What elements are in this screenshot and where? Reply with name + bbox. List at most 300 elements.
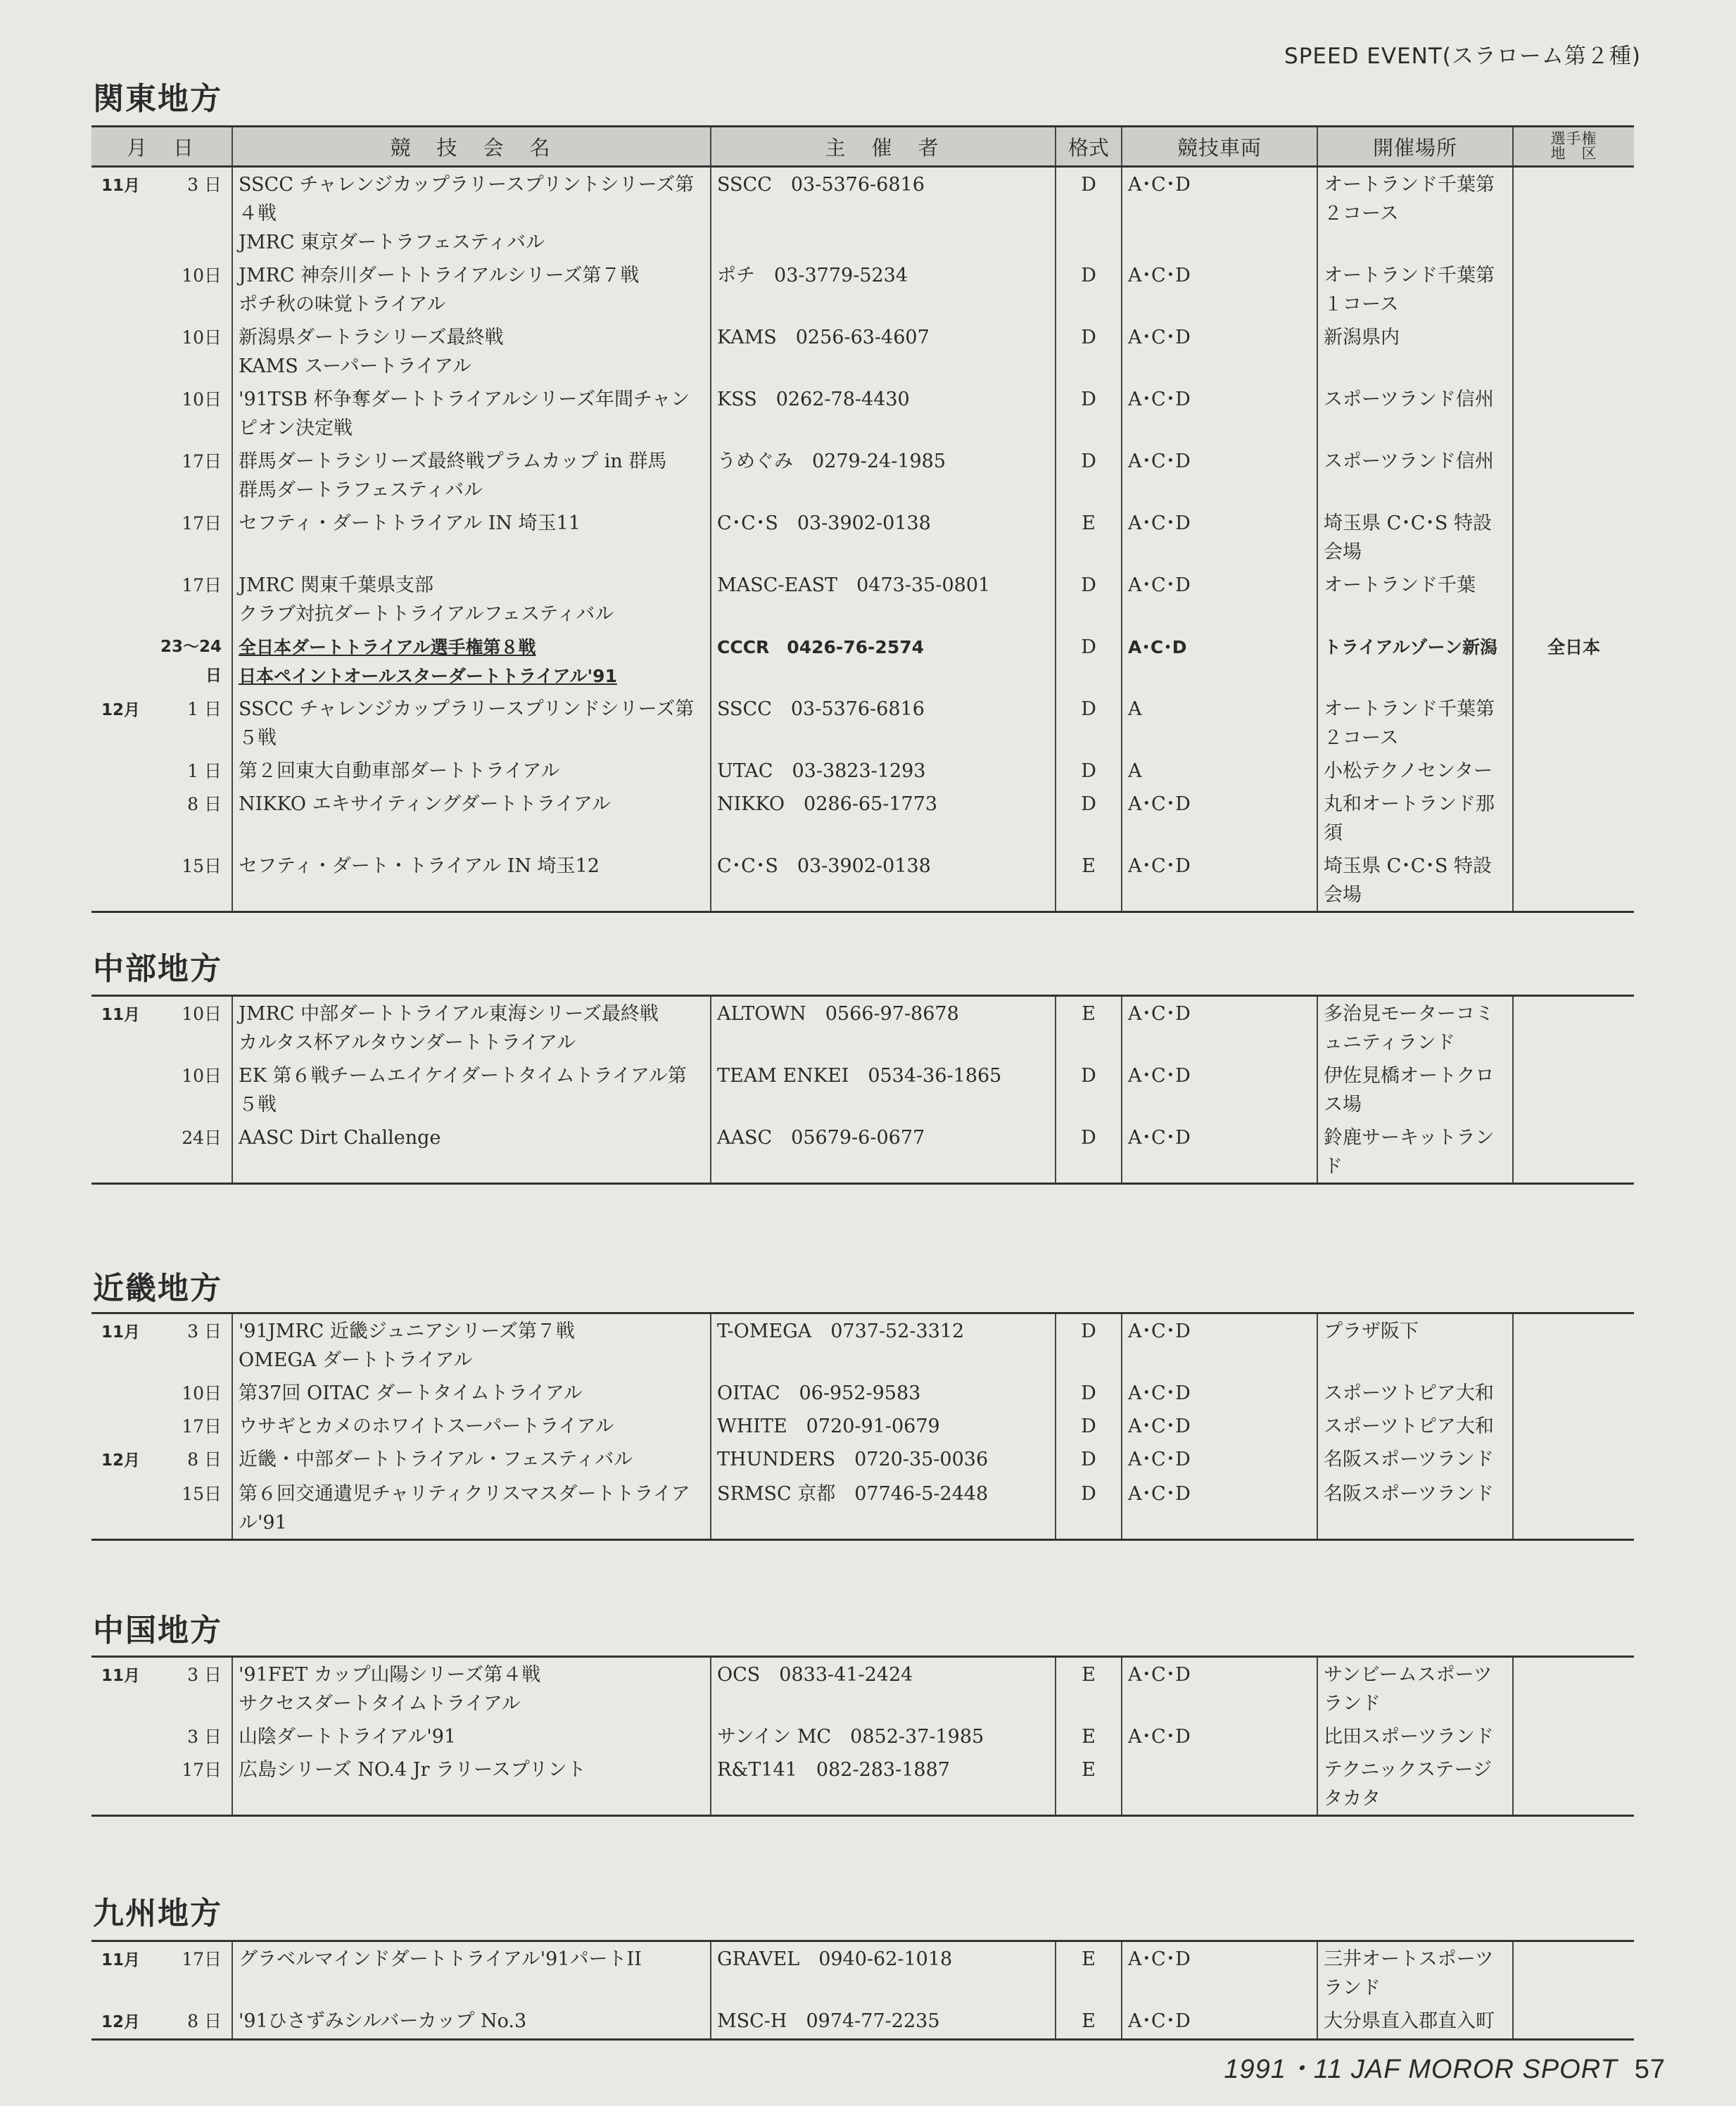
event-name-cell-text: 山陰ダートトライアル'91 [239, 1726, 457, 1748]
venue-cell-text: スポーツランド信州 [1324, 450, 1494, 472]
organizer-cell [711, 754, 1056, 787]
event-name-cell [232, 849, 711, 912]
championship-cell [1513, 444, 1634, 506]
venue-cell-text: 名阪スポーツランド [1324, 1483, 1494, 1505]
event-name-cell-text: セフティ・ダート・トライアル IN 埼玉12 [239, 855, 600, 877]
format-cell-text: D [1081, 793, 1096, 815]
day-cell-text: 10日 [182, 389, 222, 410]
event-name-cell-text: '91ひさずみシルバーカップ No.3 [239, 2010, 527, 2032]
organizer-cell-text: OITAC 06-952-9583 [717, 1382, 921, 1404]
month-cell [91, 1376, 152, 1409]
event-name-cell [232, 568, 711, 630]
table-row [91, 692, 1634, 754]
vehicle-cell [1122, 320, 1317, 382]
organizer-cell-text: MSC-H 0974-77-2235 [717, 2010, 940, 2032]
vehicle-cell [1122, 754, 1317, 787]
schedule-table-kyushu [91, 1940, 1634, 2041]
day-cell [152, 568, 232, 630]
vehicle-cell [1122, 1409, 1317, 1442]
format-cell [1056, 849, 1122, 912]
format-cell [1056, 1941, 1122, 2005]
event-name-cell-text: '91JMRC 近畿ジュニアシリーズ第７戦 OMEGA ダートトライアル [239, 1320, 575, 1371]
format-cell-text: D [1081, 698, 1096, 720]
vehicle-cell [1122, 1657, 1317, 1720]
vehicle-cell-text: A･C･D [1128, 574, 1191, 596]
organizer-cell-text: ALTOWN 0566-97-8678 [717, 1003, 959, 1025]
championship-cell [1513, 1059, 1634, 1121]
organizer-cell [711, 167, 1056, 259]
event-name-cell [232, 2004, 711, 2040]
format-cell-text: E [1082, 1759, 1096, 1781]
format-cell [1056, 787, 1122, 849]
month-cell-text: 12月 [101, 1451, 141, 1470]
organizer-cell-text: MASC-EAST 0473-35-0801 [717, 574, 991, 596]
organizer-cell-text: サンイン MC 0852-37-1985 [717, 1726, 984, 1748]
organizer-cell-text: THUNDERS 0720-35-0036 [717, 1449, 989, 1470]
month-cell-text: 11月 [101, 1006, 141, 1024]
vehicle-cell-text: A･C･D [1128, 793, 1191, 815]
championship-cell [1513, 1313, 1634, 1377]
event-name-cell [232, 996, 711, 1059]
day-cell [152, 754, 232, 787]
championship-cell [1513, 1941, 1634, 2005]
format-cell-text: E [1082, 1948, 1096, 1970]
vehicle-cell-text: A･C･D [1128, 512, 1191, 534]
vehicle-cell [1122, 1059, 1317, 1121]
format-cell-text: D [1081, 174, 1096, 196]
month-cell [91, 630, 152, 692]
vehicle-cell-text: A･C･D [1128, 637, 1187, 657]
venue-cell [1317, 568, 1513, 630]
day-cell [152, 630, 232, 692]
organizer-cell [711, 1313, 1056, 1377]
format-cell-text: D [1081, 1127, 1096, 1149]
col-header-format: 格式 [1056, 127, 1122, 167]
vehicle-cell-text: A･C･D [1128, 1003, 1191, 1025]
vehicle-cell [1122, 996, 1317, 1059]
organizer-cell [711, 787, 1056, 849]
format-cell-text: D [1081, 1065, 1096, 1087]
format-cell [1056, 320, 1122, 382]
month-cell-text: 12月 [101, 2013, 141, 2031]
event-name-cell [232, 320, 711, 382]
col-header-championship-line1: 選手権 [1550, 130, 1597, 147]
day-cell [152, 167, 232, 259]
day-cell-text: 17日 [182, 1760, 222, 1780]
event-name-cell [232, 754, 711, 787]
table-row [91, 1442, 1634, 1477]
vehicle-cell-text: A･C･D [1128, 1415, 1191, 1437]
event-name-cell [232, 1477, 711, 1540]
format-cell [1056, 1657, 1122, 1720]
col-header-championship [1513, 127, 1634, 167]
vehicle-cell-text: A･C･D [1128, 174, 1191, 196]
format-cell [1056, 1753, 1122, 1816]
event-name-cell-text: NIKKO エキサイティングダートトライアル [239, 793, 611, 815]
organizer-cell [711, 692, 1056, 754]
organizer-cell-text: UTAC 03-3823-1293 [717, 760, 926, 782]
venue-cell-text: オートランド千葉第１コース [1324, 265, 1495, 315]
day-cell [152, 1376, 232, 1409]
championship-cell [1513, 167, 1634, 259]
format-cell [1056, 2004, 1122, 2040]
format-cell [1056, 1059, 1122, 1121]
organizer-cell-text: R&T141 082-283-1887 [717, 1759, 950, 1781]
venue-cell-text: 埼玉県 C･C･S 特設会場 [1324, 855, 1492, 906]
organizer-cell [711, 1477, 1056, 1540]
month-cell-text: 11月 [101, 177, 141, 195]
vehicle-cell [1122, 1477, 1317, 1540]
vehicle-cell-text: A･C･D [1128, 1726, 1191, 1748]
schedule-table-kanto [91, 125, 1634, 913]
format-cell-text: D [1081, 1449, 1096, 1470]
championship-cell [1513, 2004, 1634, 2040]
championship-cell [1513, 382, 1634, 444]
championship-cell [1513, 1477, 1634, 1540]
col-header-organizer: 主 催 者 [711, 127, 1056, 167]
table-row [91, 787, 1634, 849]
vehicle-cell [1122, 444, 1317, 506]
day-cell-text: 17日 [182, 1416, 222, 1437]
venue-cell-text: オートランド千葉第２コース [1324, 174, 1495, 225]
table-row [91, 630, 1634, 692]
event-name-cell [232, 1313, 711, 1377]
month-cell [91, 258, 152, 320]
venue-cell-text: オートランド千葉第２コース [1324, 698, 1495, 749]
championship-cell [1513, 630, 1634, 692]
vehicle-cell-text: A･C･D [1128, 1320, 1191, 1342]
month-cell [91, 1720, 152, 1753]
table-row [91, 996, 1634, 1059]
day-cell-text: 8 日 [187, 794, 222, 814]
venue-cell [1317, 167, 1513, 259]
organizer-cell-text: CCCR 0426-76-2574 [717, 637, 925, 657]
month-cell [91, 444, 152, 506]
venue-cell-text: 比田スポーツランド [1324, 1726, 1494, 1748]
format-cell [1056, 1409, 1122, 1442]
organizer-cell [711, 506, 1056, 568]
event-name-cell-text: 全日本ダートトライアル選手権第８戦 日本ペイントオールスターダートトライアル'91 [239, 637, 617, 686]
venue-cell-text: 伊佐見橋オートクロス場 [1324, 1065, 1495, 1116]
day-cell [152, 1720, 232, 1753]
organizer-cell-text: KSS 0262-78-4430 [717, 389, 910, 410]
event-name-cell-text: セフティ・ダートトライアル IN 埼玉11 [239, 512, 581, 534]
vehicle-cell-text: A･C･D [1128, 389, 1191, 410]
vehicle-cell-text: A･C･D [1128, 2010, 1191, 2032]
event-name-cell-text: JMRC 関東千葉県支部 クラブ対抗ダートトライアルフェスティバル [239, 574, 614, 625]
event-name-cell [232, 692, 711, 754]
event-name-cell [232, 1720, 711, 1753]
event-name-cell-text: JMRC 神奈川ダートトライアルシリーズ第７戦 ポチ秋の味覚トライアル [239, 265, 640, 315]
organizer-cell-text: T-OMEGA 0737-52-3312 [717, 1320, 965, 1342]
format-cell [1056, 754, 1122, 787]
vehicle-cell-text: A･C･D [1128, 450, 1191, 472]
event-name-cell-text: EK 第６戦チームエイケイダートタイムトライアル第５戦 [239, 1065, 687, 1116]
organizer-cell-text: SSCC 03-5376-6816 [717, 174, 925, 196]
table-row [91, 1657, 1634, 1720]
vehicle-cell-text: A･C･D [1128, 265, 1191, 286]
day-cell [152, 1477, 232, 1540]
format-cell-text: E [1082, 1726, 1096, 1748]
venue-cell [1317, 444, 1513, 506]
table-row [91, 444, 1634, 506]
day-cell [152, 382, 232, 444]
month-cell [91, 1657, 152, 1720]
format-cell-text: E [1082, 1003, 1096, 1025]
venue-cell [1317, 2004, 1513, 2040]
venue-cell-text: 鈴鹿サーキットランド [1324, 1127, 1495, 1178]
format-cell [1056, 996, 1122, 1059]
organizer-cell [711, 996, 1056, 1059]
day-cell [152, 1657, 232, 1720]
format-cell-text: D [1081, 1415, 1096, 1437]
venue-cell [1317, 787, 1513, 849]
month-cell [91, 1477, 152, 1540]
vehicle-cell-text: A･C･D [1128, 327, 1191, 348]
month-cell [91, 787, 152, 849]
format-cell [1056, 1313, 1122, 1377]
format-cell [1056, 630, 1122, 692]
event-name-cell [232, 1753, 711, 1816]
vehicle-cell [1122, 258, 1317, 320]
table-row [91, 320, 1634, 382]
event-name-cell [232, 382, 711, 444]
vehicle-cell-text: A･C･D [1128, 1449, 1191, 1470]
day-cell [152, 2004, 232, 2040]
format-cell-text: D [1081, 450, 1096, 472]
format-cell-text: E [1082, 512, 1096, 534]
organizer-cell [711, 1442, 1056, 1477]
table-row [91, 1753, 1634, 1816]
venue-cell-text: オートランド千葉 [1324, 574, 1476, 596]
month-cell [91, 568, 152, 630]
venue-cell-text: 埼玉県 C･C･S 特設会場 [1324, 512, 1492, 563]
organizer-cell-text: KAMS 0256-63-4607 [717, 327, 930, 348]
organizer-cell [711, 2004, 1056, 2040]
vehicle-cell-text: A･C･D [1128, 1664, 1191, 1686]
month-cell [91, 167, 152, 259]
organizer-cell [711, 568, 1056, 630]
day-cell [152, 1442, 232, 1477]
organizer-cell [711, 1059, 1056, 1121]
table-row [91, 1720, 1634, 1753]
championship-cell [1513, 1753, 1634, 1816]
vehicle-cell-text: A [1128, 760, 1142, 782]
day-cell-text: 24日 [182, 1128, 222, 1148]
table-row [91, 382, 1634, 444]
venue-cell-text: 多治見モーターコミュニティランド [1324, 1003, 1494, 1054]
venue-cell-text: 新潟県内 [1324, 327, 1400, 348]
event-name-cell [232, 167, 711, 259]
format-cell-text: D [1081, 265, 1096, 286]
event-name-cell [232, 506, 711, 568]
venue-cell [1317, 1442, 1513, 1477]
region-title-chubu: 中部地方 [93, 951, 222, 987]
day-cell-text: 10日 [182, 1066, 222, 1086]
page-number: 57 [1634, 2055, 1666, 2084]
format-cell-text: D [1081, 389, 1096, 410]
day-cell-text: 17日 [182, 513, 222, 534]
month-cell [91, 1941, 152, 2005]
table-row [91, 506, 1634, 568]
venue-cell [1317, 382, 1513, 444]
day-cell-text: 17日 [182, 451, 222, 472]
table-row [91, 568, 1634, 630]
organizer-cell-text: C･C･S 03-3902-0138 [717, 512, 931, 534]
format-cell [1056, 258, 1122, 320]
championship-cell [1513, 320, 1634, 382]
day-cell-text: 10日 [182, 265, 222, 286]
organizer-cell-text: WHITE 0720-91-0679 [717, 1415, 940, 1437]
vehicle-cell [1122, 382, 1317, 444]
vehicle-cell-text: A･C･D [1128, 1065, 1191, 1087]
vehicle-cell-text: A･C･D [1128, 1127, 1191, 1149]
day-cell [152, 1313, 232, 1377]
region-title-kanto: 関東地方 [93, 81, 222, 117]
vehicle-cell-text: A･C･D [1128, 1948, 1191, 1970]
venue-cell [1317, 1753, 1513, 1816]
schedule-table-chubu [91, 995, 1634, 1185]
month-cell [91, 320, 152, 382]
venue-cell [1317, 1313, 1513, 1377]
format-cell [1056, 568, 1122, 630]
region-title-chugoku: 中国地方 [93, 1613, 222, 1648]
format-cell-text: D [1081, 636, 1096, 658]
day-cell-text: 1 日 [187, 699, 222, 719]
page-footer [1224, 2047, 1666, 2086]
event-name-cell [232, 787, 711, 849]
organizer-cell-text: TEAM ENKEI 0534-36-1865 [717, 1065, 1002, 1087]
format-cell [1056, 382, 1122, 444]
day-cell-text: 3 日 [187, 175, 222, 195]
organizer-cell [711, 1657, 1056, 1720]
table-row [91, 1059, 1634, 1121]
day-cell [152, 1121, 232, 1184]
organizer-cell-text: C･C･S 03-3902-0138 [717, 855, 931, 877]
col-header-name: 競 技 会 名 [232, 127, 711, 167]
organizer-cell [711, 1753, 1056, 1816]
championship-cell [1513, 1121, 1634, 1184]
event-name-cell-text: 新潟県ダートラシリーズ最終戦 KAMS スーパートライアル [239, 327, 504, 377]
col-header-date: 月 日 [91, 127, 232, 167]
format-cell-text: D [1081, 327, 1096, 348]
format-cell [1056, 167, 1122, 259]
venue-cell-text: トライアルゾーン新潟 [1324, 637, 1498, 657]
month-cell [91, 382, 152, 444]
organizer-cell [711, 1720, 1056, 1753]
organizer-cell [711, 320, 1056, 382]
venue-cell [1317, 1409, 1513, 1442]
table-row [91, 167, 1634, 259]
vehicle-cell [1122, 630, 1317, 692]
month-cell [91, 1121, 152, 1184]
championship-cell [1513, 1376, 1634, 1409]
table-row [91, 258, 1634, 320]
month-cell-text: 12月 [101, 701, 141, 719]
format-cell-text: E [1082, 2010, 1096, 2032]
championship-cell [1513, 1442, 1634, 1477]
day-cell [152, 258, 232, 320]
vehicle-cell-text: A･C･D [1128, 855, 1191, 877]
venue-cell-text: 小松テクノセンター [1324, 760, 1493, 782]
venue-cell [1317, 1720, 1513, 1753]
day-cell [152, 1059, 232, 1121]
venue-cell [1317, 754, 1513, 787]
venue-cell-text: スポーツトピア大和 [1324, 1415, 1494, 1437]
format-cell [1056, 444, 1122, 506]
day-cell [152, 996, 232, 1059]
event-name-cell [232, 1409, 711, 1442]
day-cell-text: 10日 [182, 1004, 222, 1024]
venue-cell-text: プラザ阪下 [1324, 1320, 1419, 1342]
event-name-cell-text: SSCC チャレンジカップラリースプリンドシリーズ第５戦 [239, 698, 695, 749]
event-name-cell [232, 630, 711, 692]
format-cell [1056, 506, 1122, 568]
month-cell [91, 2004, 152, 2040]
event-name-cell-text: '91TSB 杯争奪ダートトライアルシリーズ年間チャンピオン決定戦 [239, 389, 690, 439]
venue-cell [1317, 849, 1513, 912]
month-cell [91, 996, 152, 1059]
table-row [91, 754, 1634, 787]
schedule-table-chugoku [91, 1656, 1634, 1817]
vehicle-cell-text: A･C･D [1128, 1382, 1191, 1404]
day-cell [152, 1753, 232, 1816]
vehicle-cell-text: A [1128, 698, 1142, 720]
event-name-cell-text: 広島シリーズ NO.4 Jr ラリースプリント [239, 1759, 586, 1781]
month-cell-text: 11月 [101, 1667, 141, 1685]
championship-cell [1513, 754, 1634, 787]
organizer-cell-text: うめぐみ 0279-24-1985 [717, 450, 946, 472]
venue-cell-text: サンビームスポーツランド [1324, 1664, 1493, 1715]
vehicle-cell [1122, 692, 1317, 754]
championship-cell [1513, 849, 1634, 912]
organizer-cell [711, 630, 1056, 692]
month-cell [91, 692, 152, 754]
venue-cell [1317, 1477, 1513, 1540]
event-name-cell-text: '91FET カップ山陽シリーズ第４戦 サクセスダートタイムトライアル [239, 1664, 541, 1715]
format-cell [1056, 1720, 1122, 1753]
table-row [91, 849, 1634, 912]
day-cell-text: 15日 [182, 1484, 222, 1504]
format-cell-text: D [1081, 574, 1096, 596]
event-name-cell [232, 258, 711, 320]
day-cell [152, 1941, 232, 2005]
col-header-vehicle: 競技車両 [1122, 127, 1317, 167]
day-cell-text: 10日 [182, 1383, 222, 1404]
vehicle-cell [1122, 1121, 1317, 1184]
event-name-cell [232, 1941, 711, 2005]
day-cell-text: 17日 [182, 575, 222, 595]
championship-cell [1513, 1720, 1634, 1753]
month-cell [91, 506, 152, 568]
table-row [91, 1121, 1634, 1184]
format-cell [1056, 1376, 1122, 1409]
month-cell [91, 754, 152, 787]
championship-cell [1513, 1657, 1634, 1720]
venue-cell [1317, 630, 1513, 692]
region-title-kinki: 近畿地方 [93, 1270, 222, 1306]
day-cell-text: 3 日 [187, 1665, 222, 1685]
format-cell-text: D [1081, 760, 1096, 782]
day-cell-text: 3 日 [187, 1727, 222, 1747]
event-name-cell-text: グラベルマインドダートトライアル'91パートII [239, 1948, 642, 1970]
format-cell [1056, 692, 1122, 754]
organizer-cell [711, 1941, 1056, 2005]
event-name-cell-text: 第６回交通遺児チャリティクリスマスダートトライアル'91 [239, 1483, 690, 1534]
day-cell [152, 506, 232, 568]
venue-cell-text: スポーツランド信州 [1324, 389, 1494, 410]
venue-cell-text: 三井オートスポーツランド [1324, 1948, 1494, 1999]
